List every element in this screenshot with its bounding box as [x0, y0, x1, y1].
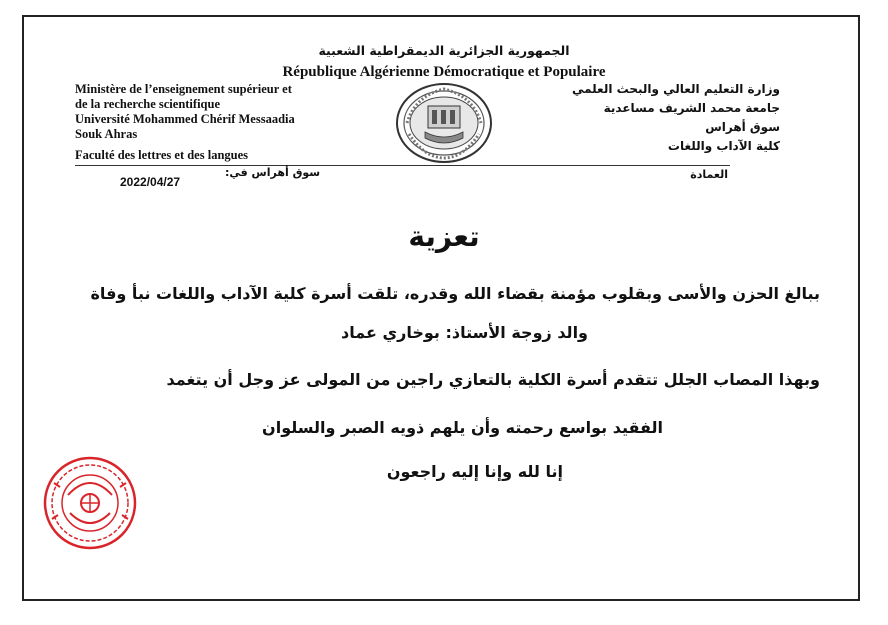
- faculty-ar: كلية الآداب واللغات: [667, 139, 780, 153]
- body-line-1: ببالغ الحزن والأسى وبقلوب مؤمنة بقضاء الله وقدره، تلقت أسرة كلية الآداب واللغات نبأ وفاة: [90, 284, 820, 303]
- official-stamp: [40, 453, 140, 557]
- ministry-line-1: Ministère de l’enseignement supérieur et: [75, 82, 292, 96]
- republic-french: République Algérienne Démocratique et Populaire: [282, 64, 606, 80]
- republic-arabic: الجمهورية الجزائرية الديمقراطية الشعبية: [318, 43, 570, 58]
- header-divider: [75, 165, 730, 166]
- body-line-3: وبهذا المصاب الجلل تتقدم أسرة الكلية بالتعازي راجين من المولى عز وجل أن يتغمد: [166, 370, 820, 389]
- university-logo: [395, 82, 493, 168]
- document-date: 2022/04/27: [120, 175, 181, 189]
- faculty-name-fr: Faculté des lettres et des langues: [75, 148, 249, 162]
- ministry-line-2: de la recherche scientifique: [75, 97, 220, 111]
- dean-office-label: العمادة: [690, 168, 728, 181]
- arabic-letterhead: [480, 80, 780, 156]
- city-name: Souk Ahras: [75, 127, 138, 141]
- ministry-ar: وزارة التعليم العالي والبحث العلمي: [571, 82, 780, 96]
- french-letterhead: [75, 82, 385, 163]
- university-name: Université Mohammed Chérif Messaadia: [75, 112, 295, 126]
- body-line-2: والد زوجة الأستاذ: بوخاري عماد: [341, 323, 588, 342]
- university-ar: جامعة محمد الشريف مساعدية: [603, 101, 780, 115]
- place-date-label: سوق أهراس في:: [225, 166, 321, 179]
- body-line-5: إنا لله وإنا إليه راجعون: [386, 462, 563, 481]
- body-line-4: الفقيد بواسع رحمته وأن يلهم ذويه الصبر والسلوان: [262, 418, 663, 437]
- city-ar: سوق أهراس: [705, 120, 780, 134]
- document-title: تعزية: [408, 220, 480, 253]
